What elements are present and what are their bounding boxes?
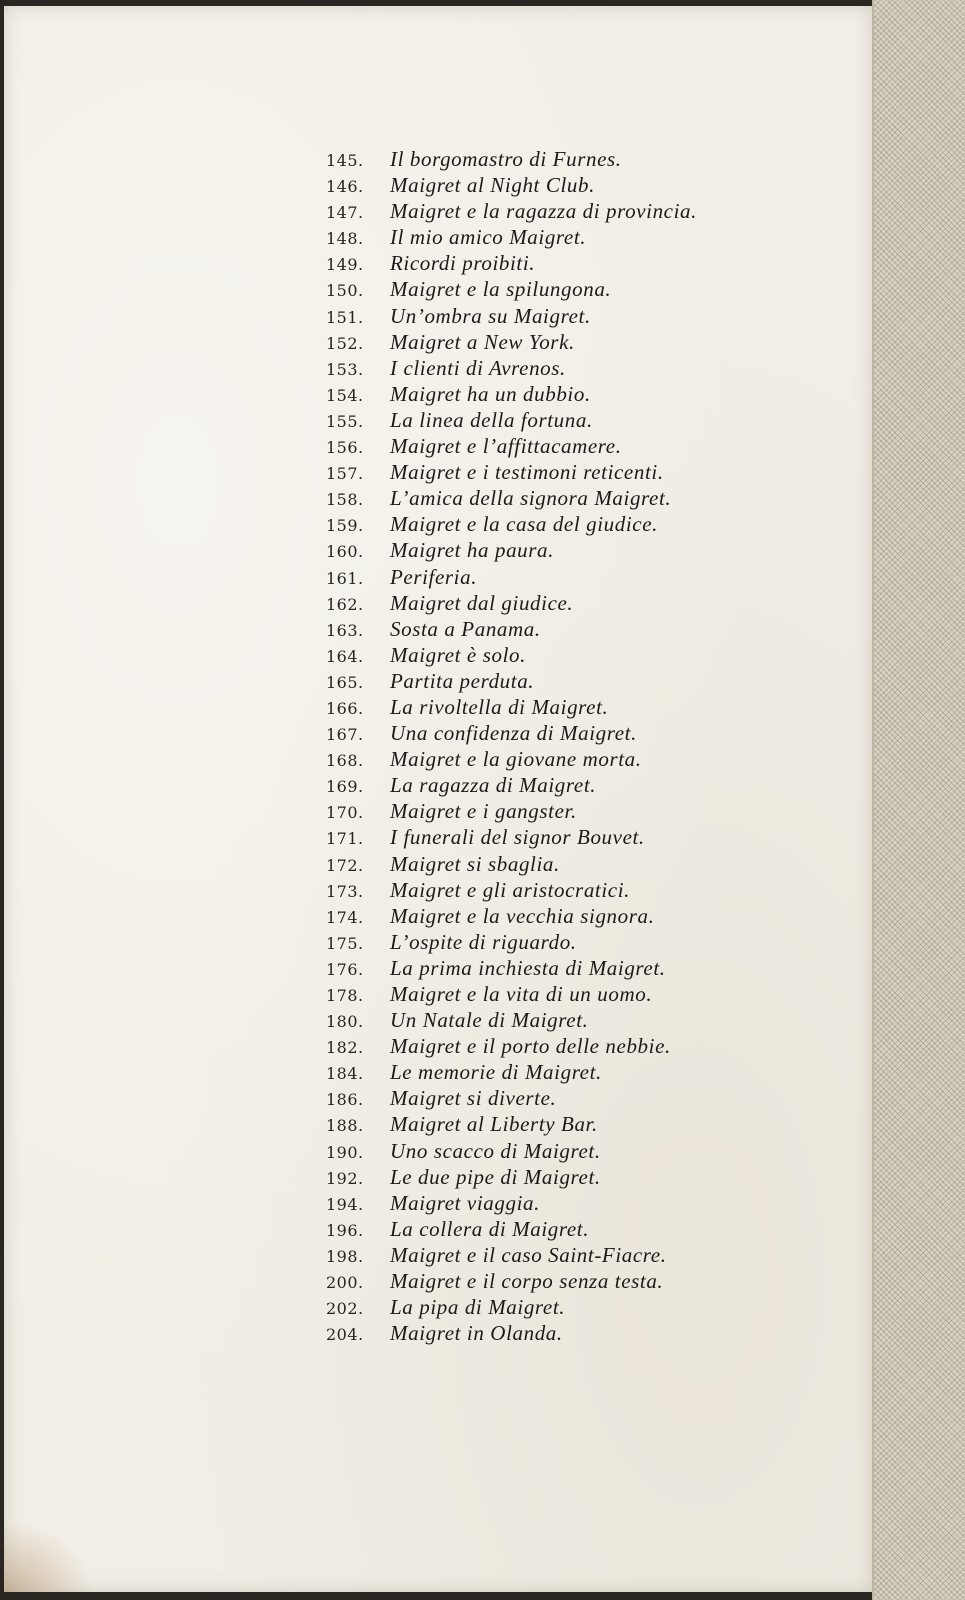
- series-number: 160.: [326, 542, 364, 562]
- series-number: 194.: [326, 1194, 364, 1214]
- list-item: [326, 276, 697, 302]
- list-item: [326, 955, 697, 981]
- list-item: [326, 198, 697, 224]
- book-title: Maigret dal giudice.: [390, 590, 574, 615]
- series-number: 170.: [326, 803, 364, 823]
- list-item: [326, 903, 697, 929]
- series-number: 158.: [326, 490, 364, 510]
- series-number: 186.: [326, 1090, 364, 1110]
- book-title: Maigret ha un dubbio.: [390, 381, 591, 406]
- list-item: [326, 1085, 697, 1111]
- list-item: [326, 798, 697, 824]
- series-number: 157.: [326, 464, 364, 484]
- series-number: 150.: [326, 281, 364, 301]
- series-number: 147.: [326, 203, 364, 223]
- list-item: [326, 146, 697, 172]
- series-number: 190.: [326, 1142, 364, 1162]
- book-title: Periferia.: [390, 564, 478, 589]
- list-item: [326, 303, 697, 329]
- book-title: Maigret e il caso Saint-Fiacre.: [390, 1242, 667, 1267]
- series-number: 180.: [326, 1012, 364, 1032]
- book-title: La pipa di Maigret.: [390, 1295, 566, 1320]
- series-number: 172.: [326, 855, 364, 875]
- list-item: [326, 616, 697, 642]
- list-item: [326, 720, 697, 746]
- list-item: [326, 1111, 697, 1137]
- book-title: Maigret e i gangster.: [390, 799, 577, 824]
- series-number: 149.: [326, 255, 364, 275]
- list-item: [326, 694, 697, 720]
- list-item: [326, 824, 697, 850]
- series-number: 148.: [326, 229, 364, 249]
- book-title: Maigret e la vita di un uomo.: [390, 982, 653, 1006]
- series-number: 196.: [326, 1220, 364, 1240]
- list-item: [326, 642, 697, 668]
- list-item: [326, 537, 697, 563]
- series-number: 153.: [326, 359, 364, 379]
- series-number: 173.: [326, 881, 364, 901]
- book-title: La rivoltella di Maigret.: [390, 694, 609, 719]
- list-item: [326, 746, 697, 772]
- list-item: [326, 564, 697, 590]
- book-title: Maigret e l’affittacamere.: [390, 434, 622, 459]
- series-number: 174.: [326, 907, 364, 927]
- series-number: 200.: [326, 1273, 364, 1293]
- cloth-spine: [872, 0, 965, 1600]
- book-title: I funerali del signor Bouvet.: [390, 825, 645, 850]
- series-number: 171.: [326, 829, 364, 849]
- book-title: Il borgomastro di Furnes.: [390, 147, 622, 171]
- list-item: [326, 590, 697, 616]
- book-title: Una confidenza di Maigret.: [390, 721, 637, 746]
- book-title: Uno scacco di Maigret.: [390, 1138, 601, 1163]
- list-item: [326, 668, 697, 694]
- series-number: 155.: [326, 411, 364, 431]
- list-item: [326, 433, 697, 459]
- book-title: I clienti di Avrenos.: [390, 355, 566, 380]
- book-title: La ragazza di Maigret.: [390, 773, 597, 798]
- book-title: La prima inchiesta di Maigret.: [390, 955, 666, 980]
- book-title: Maigret e il porto delle nebbie.: [390, 1034, 671, 1059]
- list-item: [326, 1033, 697, 1059]
- corner-stain: [4, 1520, 94, 1592]
- book-title-list: [326, 146, 697, 1346]
- series-number: 152.: [326, 333, 364, 353]
- list-item: [326, 1059, 697, 1085]
- series-number: 146.: [326, 177, 364, 197]
- list-item: [326, 250, 697, 276]
- series-number: 168.: [326, 751, 364, 771]
- list-item: [326, 224, 697, 250]
- list-item: [326, 1190, 697, 1216]
- series-number: 154.: [326, 385, 364, 405]
- list-item: [326, 511, 697, 537]
- book-title: Maigret e la ragazza di provincia.: [390, 199, 697, 224]
- series-number: 151.: [326, 307, 364, 327]
- book-title: Maigret viaggia.: [390, 1190, 540, 1215]
- series-number: 165.: [326, 672, 364, 692]
- list-item: [326, 1007, 697, 1033]
- series-number: 175.: [326, 933, 364, 953]
- list-item: [326, 172, 697, 198]
- list-item: [326, 1268, 697, 1294]
- series-number: 188.: [326, 1116, 364, 1136]
- series-number: 162.: [326, 594, 364, 614]
- book-title: Il mio amico Maigret.: [390, 225, 587, 250]
- series-number: 169.: [326, 777, 364, 797]
- book-title: Un’ombra su Maigret.: [390, 303, 591, 328]
- book-title: La linea della fortuna.: [390, 407, 593, 432]
- book-title: Maigret e la spilungona.: [390, 277, 612, 302]
- book-title: Maigret ha paura.: [390, 538, 554, 563]
- list-item: [326, 329, 697, 355]
- book-title: Maigret in Olanda.: [390, 1321, 563, 1346]
- list-item: [326, 485, 697, 511]
- series-number: 145.: [326, 151, 364, 170]
- book-title: Maigret si diverte.: [390, 1086, 557, 1111]
- series-number: 161.: [326, 568, 364, 588]
- list-item: [326, 459, 697, 485]
- book-title: Maigret e i testimoni reticenti.: [390, 460, 664, 485]
- book-title: Maigret e la vecchia signora.: [390, 903, 655, 928]
- list-item: [326, 355, 697, 381]
- series-number: 204.: [326, 1325, 364, 1345]
- book-title: L’ospite di riguardo.: [390, 929, 577, 954]
- book-title: Sosta a Panama.: [390, 616, 541, 641]
- list-item: [326, 1294, 697, 1320]
- book-title: Le due pipe di Maigret.: [390, 1164, 601, 1189]
- book-title: Maigret al Liberty Bar.: [390, 1112, 598, 1137]
- series-number: 178.: [326, 986, 364, 1005]
- book-title: Maigret è solo.: [390, 642, 526, 667]
- series-number: 184.: [326, 1064, 364, 1084]
- book-title: Un Natale di Maigret.: [390, 1008, 589, 1033]
- list-item: [326, 1138, 697, 1164]
- list-item: [326, 851, 697, 877]
- book-title: Maigret e la casa del giudice.: [390, 512, 658, 537]
- list-item: [326, 877, 697, 903]
- list-item: [326, 1164, 697, 1190]
- list-item: [326, 981, 697, 1007]
- list-item: [326, 1216, 697, 1242]
- series-number: 166.: [326, 698, 364, 718]
- list-item: [326, 929, 697, 955]
- list-item: [326, 381, 697, 407]
- book-title: Maigret si sbaglia.: [390, 851, 560, 876]
- series-number: 167.: [326, 725, 364, 745]
- book-title: Maigret e il corpo senza testa.: [390, 1269, 664, 1294]
- series-number: 156.: [326, 438, 364, 458]
- series-number: 163.: [326, 620, 364, 640]
- list-item: [326, 1320, 697, 1346]
- series-number: 182.: [326, 1038, 364, 1058]
- series-number: 176.: [326, 959, 364, 979]
- book-title: L’amica della signora Maigret.: [390, 486, 672, 511]
- book-title: Maigret a New York.: [390, 329, 575, 354]
- book-title: Ricordi proibiti.: [390, 251, 536, 276]
- book-title: Maigret e gli aristocratici.: [390, 877, 630, 902]
- list-item: [326, 407, 697, 433]
- list-item: [326, 1242, 697, 1268]
- series-number: 198.: [326, 1246, 364, 1266]
- series-number: 164.: [326, 646, 364, 666]
- book-title: Le memorie di Maigret.: [390, 1060, 602, 1085]
- list-item: [326, 772, 697, 798]
- series-number: 159.: [326, 516, 364, 536]
- book-title: Maigret e la giovane morta.: [390, 747, 642, 772]
- series-number: 192.: [326, 1168, 364, 1188]
- book-title: La collera di Maigret.: [390, 1216, 590, 1241]
- book-title: Partita perduta.: [390, 668, 535, 693]
- series-number: 202.: [326, 1299, 364, 1319]
- book-title: Maigret al Night Club.: [390, 173, 595, 198]
